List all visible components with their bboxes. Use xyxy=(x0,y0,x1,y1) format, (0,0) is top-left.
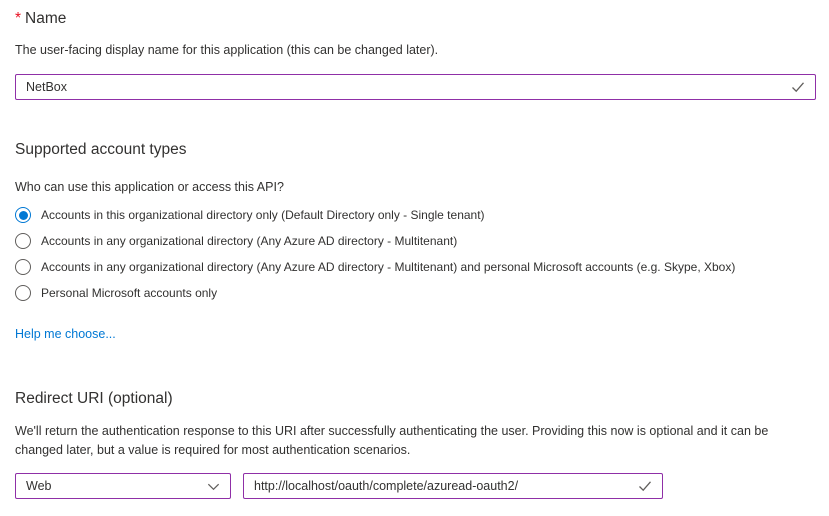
name-input[interactable] xyxy=(16,80,790,94)
radio-selected-icon xyxy=(15,207,31,223)
check-icon xyxy=(790,79,806,95)
name-input-container xyxy=(15,74,816,100)
platform-selected-value: Web xyxy=(26,479,52,493)
account-types-title: Supported account types xyxy=(15,141,187,158)
redirect-uri-title: Redirect URI (optional) xyxy=(15,390,173,407)
redirect-uri-input[interactable] xyxy=(244,479,637,493)
radio-account-type-single-tenant[interactable] xyxy=(15,206,485,224)
name-description: The user-facing display name for this application (this can be changed later). xyxy=(15,43,439,57)
radio-label: Personal Microsoft accounts only xyxy=(41,286,218,300)
required-asterisk: * xyxy=(15,10,22,27)
radio-account-type-personal-only[interactable] xyxy=(15,284,217,302)
radio-unselected-icon xyxy=(15,259,31,275)
platform-select-dropdown[interactable] xyxy=(15,473,231,499)
radio-unselected-icon xyxy=(15,285,31,301)
redirect-uri-description: We'll return the authentication response to this URI after successfully authenticating the user. Providing this now is optional and it can be changed later, but a value is required for most authentication scenarios. xyxy=(15,424,769,457)
radio-label: Accounts in this organizational directory only (Default Directory only - Single tenant) xyxy=(41,208,485,222)
check-icon xyxy=(637,478,653,494)
radio-label: Accounts in any organizational directory (Any Azure AD directory - Multitenant) and personal Microsoft accounts (e.g. Skype, Xbox) xyxy=(41,260,736,274)
help-me-choose-link[interactable]: Help me choose... xyxy=(15,327,116,341)
name-section-title xyxy=(15,10,66,28)
account-types-question: Who can use this application or access this API? xyxy=(15,180,284,194)
radio-unselected-icon xyxy=(15,233,31,249)
radio-label: Accounts in any organizational directory (Any Azure AD directory - Multitenant) xyxy=(41,234,458,248)
radio-account-type-multitenant-personal[interactable] xyxy=(15,258,735,276)
chevron-down-icon xyxy=(206,479,221,494)
radio-account-type-multitenant[interactable] xyxy=(15,232,457,250)
redirect-uri-input-container xyxy=(243,473,663,499)
name-section-title-text: Name xyxy=(25,10,67,27)
